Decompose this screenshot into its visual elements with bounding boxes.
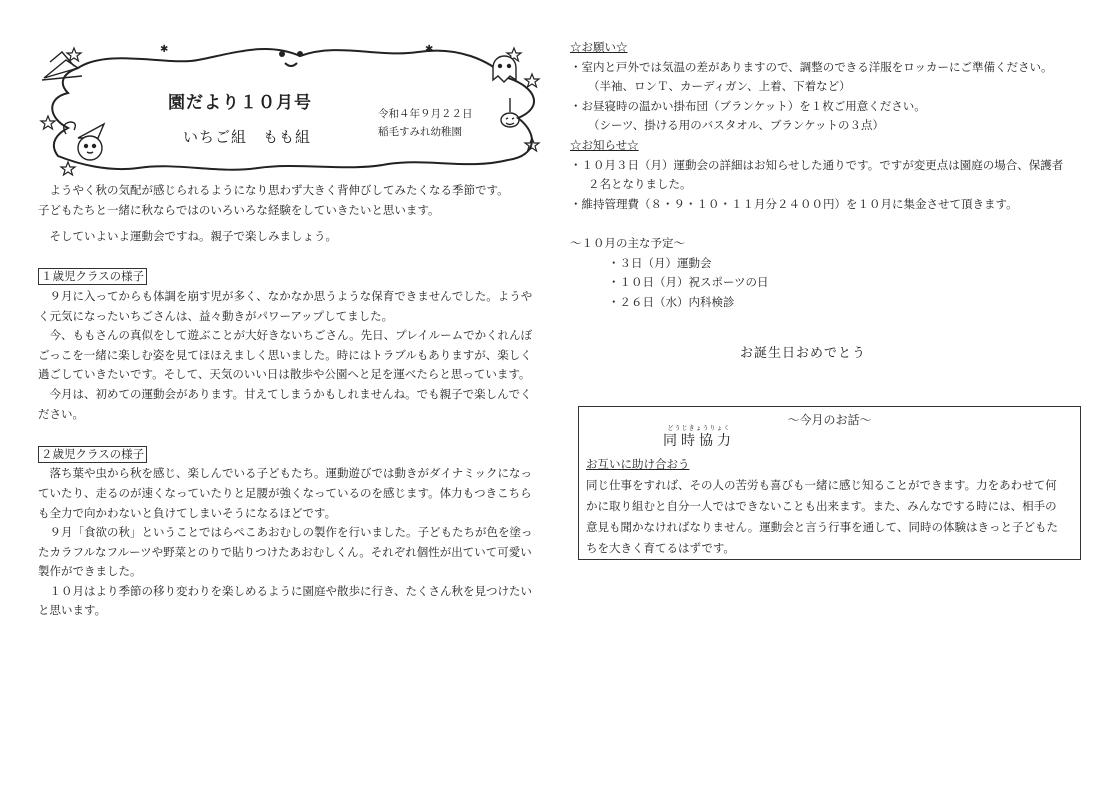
notice-item: ２名となりました。 bbox=[588, 177, 692, 192]
school-name: 稲毛すみれ幼稚園 bbox=[378, 126, 462, 138]
ghost-icon bbox=[493, 56, 516, 82]
witch-child-icon bbox=[64, 122, 104, 160]
section-line: も全力で向かわないと負けてしまいそうになるほどです。 bbox=[38, 505, 337, 520]
schedule-item: ・２６日（水）内科検診 bbox=[608, 294, 735, 309]
birthday-message: お誕生日おめでとう bbox=[740, 346, 867, 361]
section-title-1yo: １歳児クラスの様子 bbox=[38, 268, 147, 285]
schedule-item: ・３日（月）運動会 bbox=[608, 255, 712, 270]
section-line: 落ち葉や虫から秋を感じ、楽しんでいる子どもたち。運動遊びでは動きがダイナミックになっ bbox=[49, 466, 533, 481]
story-line: 意見も聞かなければなりません。運動会と言う行事を通して、同時の体験はきっと子どもた bbox=[586, 520, 1058, 534]
story-title: ～今月のお話～ bbox=[787, 413, 872, 427]
section-line: ださい。 bbox=[38, 406, 84, 421]
notice-item: ・１０月３日（月）運動会の詳細はお知らせした通りです。ですが変更点は園庭の場合、保護者 bbox=[570, 157, 1064, 172]
section-line: ていたり、走るのが速くなっていたりと足腰が強くなっているのを感じます。体力もつきこちら bbox=[38, 485, 532, 500]
story-subtitle: お互いに助け合おう bbox=[586, 457, 690, 471]
svg-text:✱: ✱ bbox=[160, 44, 169, 55]
request-item: （半袖、ロンＴ、カーディガン、上着、下着など） bbox=[588, 79, 851, 94]
request-item: ・お昼寝時の温かい掛布団（ブランケット）を１枚ご用意ください。 bbox=[570, 98, 926, 113]
header-cloud bbox=[38, 38, 553, 178]
class-names: いちご組 もも組 bbox=[183, 128, 312, 146]
section-line: ごっこを一緒に楽しむ姿を見てほほえましく思いました。時にはトラブルもありますが、楽しく bbox=[38, 347, 532, 362]
idiom-with-ruby bbox=[663, 425, 735, 449]
section-line: と思います。 bbox=[38, 603, 107, 618]
notices-title: ☆お知らせ☆ bbox=[570, 137, 639, 152]
section-line: く元気になったいちごさんは、益々動きがパワーアップしてました。 bbox=[38, 308, 394, 323]
requests-title: ☆お願い☆ bbox=[570, 40, 628, 54]
story-line: 同じ仕事をすれば、その人の苦労も喜びも一緒に感じ知ることができます。力をあわせて何 bbox=[586, 478, 1057, 492]
schedule-title: ～１０月の主な予定～ bbox=[570, 235, 685, 250]
story-body bbox=[586, 475, 1076, 559]
request-item: （シーツ、掛ける用のバスタオル、ブランケットの３点） bbox=[588, 118, 885, 133]
left-column bbox=[38, 181, 553, 621]
section-line: 製作ができました。 bbox=[38, 564, 142, 579]
svg-text:✱: ✱ bbox=[425, 44, 434, 55]
idiom-ruby: どうじきょうりょく bbox=[667, 425, 731, 432]
monthly-story-box bbox=[578, 406, 1081, 560]
right-column bbox=[570, 38, 1090, 312]
section-title-2yo: ２歳児クラスの様子 bbox=[38, 446, 147, 463]
idiom-text: 同時協力 bbox=[663, 433, 735, 449]
schedule-item: ・１０日（月）祝スポーツの日 bbox=[608, 275, 769, 290]
intro-line: 子どもたちと一緒に秋ならではのいろいろな経験をしていきたいと思います。 bbox=[38, 202, 440, 217]
story-line: ちを大きく育てるはずです。 bbox=[586, 541, 735, 555]
section-line: １０月はより季節の移り変わりを楽しめるように園庭や散歩に行き、たくさん秋を見つけたい bbox=[49, 583, 533, 598]
section-line: ９月「食欲の秋」ということではらぺこあおむしの製作を行いました。子どもたちが色を塗っ bbox=[49, 525, 533, 540]
witch-hat-icon bbox=[42, 52, 82, 80]
pumpkin-icon bbox=[501, 98, 519, 127]
intro-line: ようやく秋の気配が感じられるようになり思わず大きく背伸びしてみたくなる季節です。 bbox=[49, 183, 509, 197]
section-line: ９月に入ってからも体調を崩す児が多く、なかなか思うような保育できませんでした。ようや bbox=[49, 288, 533, 303]
section-line: たカラフルなフルーツや野菜とのりで貼りつけたあおむしくん。それぞれ個性が出ていて可愛い bbox=[38, 544, 532, 559]
story-line: かに取り組むと自分一人ではできないことも出来ます。また、みんなでする時には、相手の bbox=[586, 499, 1057, 513]
notice-item: ・維持管理費（８・９・１０・１１月分２４００円）を１０月に集金させて頂きます。 bbox=[570, 196, 1018, 211]
request-item: ・室内と戸外では気温の差がありますので、調整のできる洋服をロッカーにご準備ください。 bbox=[570, 59, 1053, 74]
section-line: 今、ももさんの真似をして遊ぶことが大好きないちごさん。先日、プレイルームでかくれんぼ bbox=[49, 328, 533, 343]
section-line: 過ごしていきたいです。そして、天気のいい日は散歩や公園へと足を運べたらと思っています。 bbox=[38, 367, 531, 382]
issue-date: 令和４年９月２２日 bbox=[378, 108, 473, 120]
section-line: 今月は、初めての運動会があります。甘えてしまうかもしれませんね。でも親子で楽しんでく bbox=[49, 386, 532, 401]
intro-line: そしていよいよ運動会ですね。親子で楽しみましょう。 bbox=[49, 229, 337, 244]
newsletter-title: 園だより１０月号 bbox=[168, 93, 312, 113]
